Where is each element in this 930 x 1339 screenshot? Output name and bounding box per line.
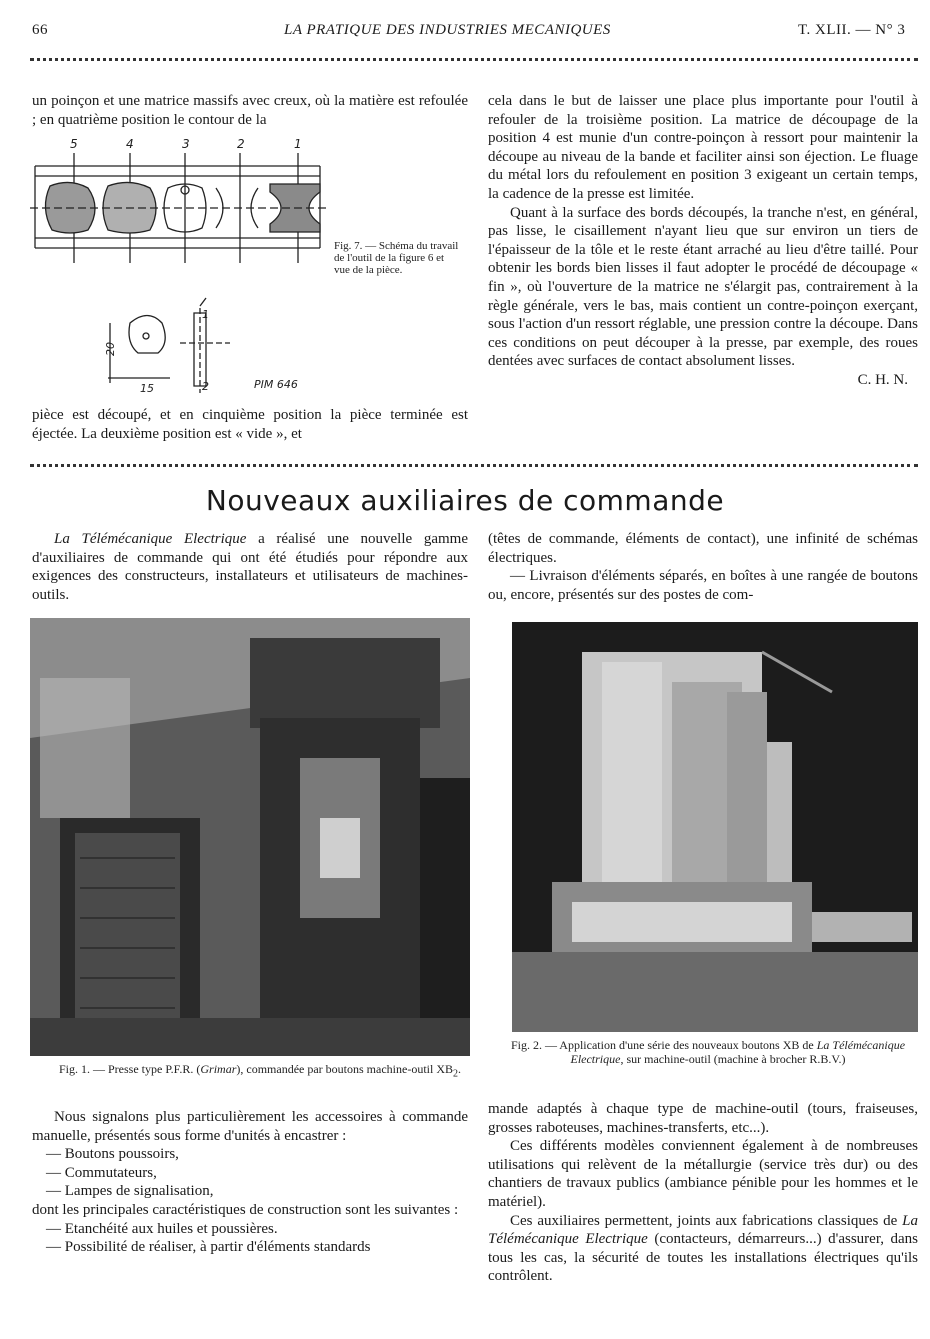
paragraph: Nous signalons plus particulièrement les accessoires à commande manuelle, présentés sous forme d'unités à encastrer : [32,1109,468,1144]
list-item: — Commutateurs, [46,1164,157,1181]
list-item: — Etanchéité aux huiles et poussières. [46,1220,278,1237]
bottom-right-column [488,1100,918,1286]
header-rule [30,58,918,61]
dimension-2: 2 [202,380,209,393]
paragraph: Quant à la surface des bords découpés, la tranche n'est, en général, pas lisse, le cisaillement n'ayant lieu que sur environ un tiers de l'épaisseur de la tôle et le reste étant arraché au lieu d'être taillé. Pour obtenir les bords bien lisses il faut adopter le procédé de découpage « fin », où l'ouverture de la matrice ne s'élargit pas, contrairement à la règle générale, vers le bas, mais contient un contre-poinçon exerçant, sous l'action d'un ressort réglable, une pression contre la découpe. Dans ces conditions on peut découper à la presse, par exemple, des roues dentées avec surfaces de contact absolument lisses. [488,204,918,370]
figure-1-photo [30,618,470,1056]
dimension-15: 15 [140,382,154,395]
figure-2-photo [512,622,918,1032]
list-item: — Lampes de signalisation, [46,1183,214,1200]
paragraph: pièce est découpé, et en cinquième position la pièce terminée est éjectée. La deuxième position est « vide », et [32,407,468,442]
paragraph: un poinçon et une matrice massifs avec creux, où la matière est refoulée ; en quatrième position le contour de la [32,93,468,128]
article-intro-right [488,530,918,604]
paragraph: Ces différents modèles conviennent également à de nombreuses utilisations qui relèvent de la métallurgie (service très dur) ou des chantiers de travaux publics (ambiance pénible pour les hommes et le matériel). [488,1138,918,1210]
list-item: — Possibilité de réaliser, à partir d'éléments standards [46,1239,371,1256]
position-5: 5 [70,138,78,151]
paragraph: mande adaptés à chaque type de machine-outil (tours, fraiseuses, grosses raboteuses, machines-transferts, etc...). [488,1101,918,1136]
figure-7-caption: Fig. 7. — Schéma du travail de l'outil de la figure 6 et vue de la pièce. [334,240,459,276]
top-right-column [488,92,918,390]
broaching-machine-illustration [512,622,918,1032]
signature: C. H. N. [857,371,908,388]
bottom-left-column [32,1108,468,1257]
paragraph: (têtes de commande, éléments de contact), une infinité de schémas électriques. [488,531,918,566]
paragraph: — Livraison d'éléments séparés, en boîtes à une rangée de boutons ou, encore, présentés sur des postes de com- [488,568,918,603]
paragraph: Ces auxiliaires permettent, joints aux fabrications classiques de La Télémécanique Electrique (contacteurs, démarreurs...) d'assurer, dans tous les cas, la sécurité de toutes les installations électriques qu'ils contrôlent. [488,1212,918,1285]
position-1: 1 [294,138,302,151]
top-left-text-after [32,406,468,443]
article-intro-left [32,530,468,604]
accessory-list [32,1145,468,1201]
intro-text: a réalisé une nouvelle gamme d'auxiliaires de commande qui ont été étudiés pour répondre aux exigences des constructeurs, installateurs et utilisateurs de machines-outils. [32,531,468,603]
volume-issue: T. XLII. — N° 3 [798,22,906,38]
drawing-reference: PIM 646 [254,378,298,391]
page-number: 66 [32,22,48,38]
list-item: — Boutons poussoirs, [46,1146,179,1163]
figure-2-caption: Fig. 2. — Application d'une série des nouveaux boutons XB de La Télémécanique Electrique, sur machine-outil (machine à brocher R.B.V.) [510,1038,906,1066]
paragraph: dont les principales caractéristiques de construction sont les suivantes : [32,1201,459,1218]
company-name: La Télémécanique Electrique [54,531,247,547]
top-left-text-before [32,92,468,129]
press-machine-illustration [30,618,470,1056]
section-rule [30,464,918,467]
position-2: 2 [237,138,245,151]
position-3: 3 [182,138,190,151]
journal-title: LA PRATIQUE DES INDUSTRIES MECANIQUES [284,22,611,38]
characteristics-list [32,1220,468,1257]
dimension-1: 1 [202,308,209,321]
paragraph: cela dans le but de laisser une place plus importante pour l'outil à refouler de la troisième position. La matrice de découpage de la position 4 est munie d'un contre-poinçon à ressort pour maintenir la découpe au niveau de la bande et faciliter ainsi son éjection. Le fluage du métal lors du refoulement en position 3 exigeant un certain temps, la cadence de la presse est limitée. [488,93,918,202]
article-title: Nouveaux auxiliaires de commande [205,484,725,517]
figure-1-caption: Fig. 1. — Presse type P.F.R. (Grimar), commandée par boutons machine-outil $XB_2$. [58,1062,461,1080]
position-4: 4 [126,138,134,151]
dimension-20: 20 [104,342,117,356]
